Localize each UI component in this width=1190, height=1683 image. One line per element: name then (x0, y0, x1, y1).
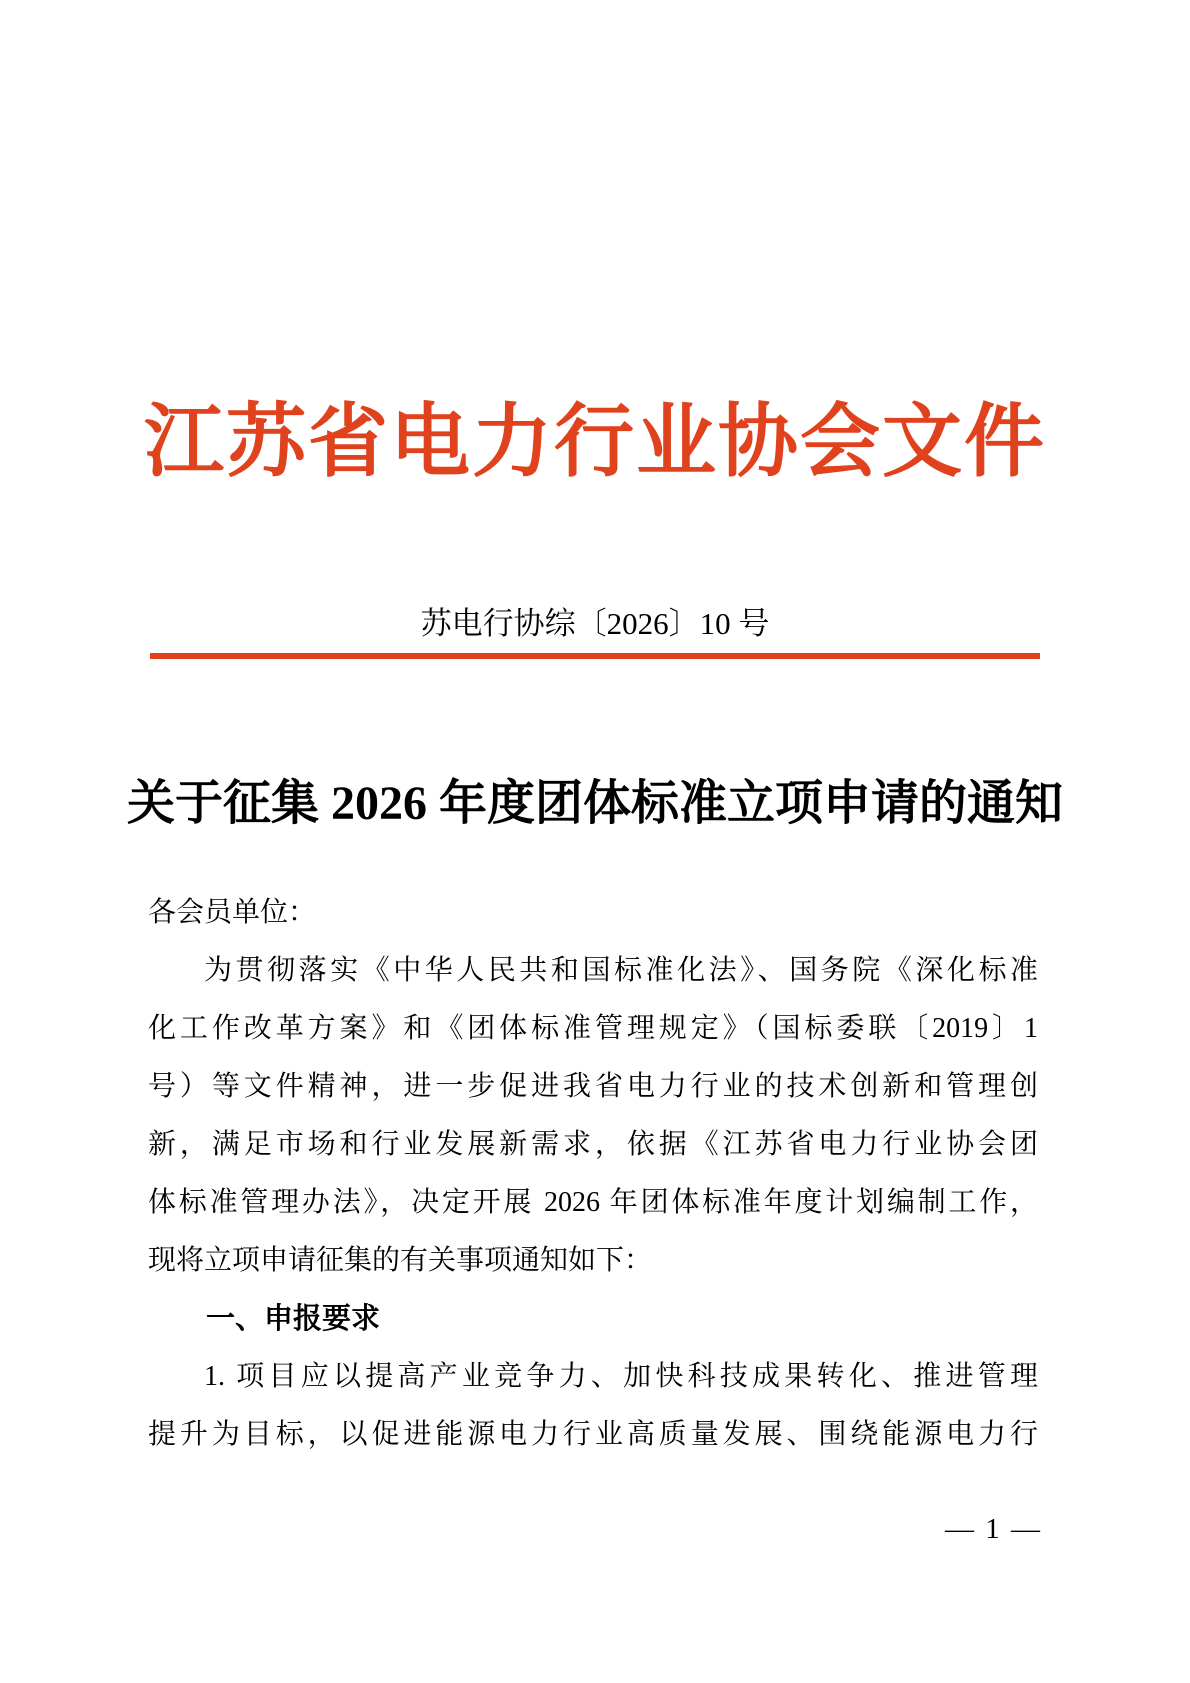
body-line: 现将立项申请征集的有关事项通知如下： (148, 1245, 653, 1276)
letterhead-title: 江苏省电力行业协会文件 (144, 399, 1046, 487)
body-line: 号）等文件精神，进一步促进我省电力行业的技术创新和管理创 (148, 1071, 1038, 1102)
section-heading: 一、申报要求 (206, 1303, 381, 1335)
body-text (148, 884, 1038, 1464)
page-number: — 1 — (945, 1513, 1042, 1545)
body-line: 提升为目标，以促进能源电力行业高质量发展、围绕能源电力行 (148, 1419, 1038, 1450)
salutation-line: 各会员单位： (148, 897, 317, 928)
body-line: 体标准管理办法》，决定开展 2026 年团体标准年度计划编制工作， (148, 1187, 1038, 1218)
body-line: 1. 项目应以提高产业竞争力、加快科技成果转化、推进管理 (204, 1361, 1038, 1392)
body-line: 化工作改革方案》和《团体标准管理规定》（国标委联〔2019〕1 (148, 1013, 1038, 1044)
document-number: 苏电行协综〔2026〕10 号 (420, 606, 770, 641)
notice-title: 关于征集 2026 年度团体标准立项申请的通知 (126, 777, 1063, 830)
body-line: 为贯彻落实《中华人民共和国标准化法》、国务院《深化标准 (204, 955, 1038, 986)
red-separator-rule (150, 653, 1040, 659)
body-line: 新，满足市场和行业发展新需求，依据《江苏省电力行业协会团 (148, 1129, 1038, 1160)
